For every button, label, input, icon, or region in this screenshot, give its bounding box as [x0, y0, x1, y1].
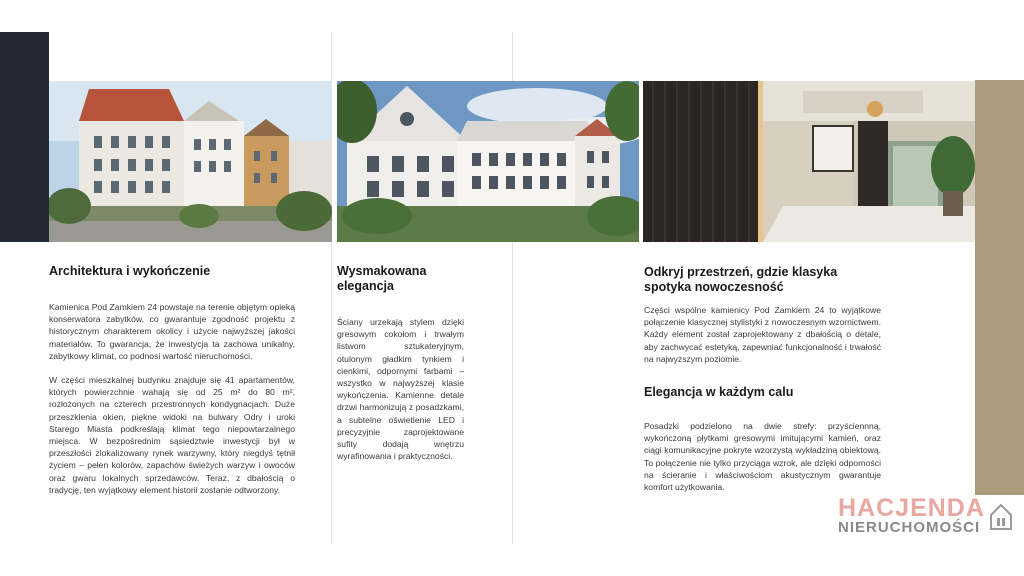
company-logo — [838, 494, 1018, 544]
section-title: Elegancja w każdym calu — [644, 385, 794, 400]
interior-lobby-photo — [643, 81, 975, 242]
paragraph: Posadzki podzielono na dwie strefy: przyściennną, wykończoną płytkami gresowymi imitującymi kamień, oraz ciągi komunikacyjne pokryte wzorzystą wykładziną obiektową. To połączenie nie tylko przyciąga wzrok, ale dzięki odporności na ścieranie i właściwościom akustycznym gwarantuje komfort użytkowania. — [644, 421, 881, 493]
section-title: Architektura i wykończenie — [49, 264, 211, 278]
column-elegance — [337, 264, 464, 462]
dark-accent-bar — [0, 32, 49, 242]
paragraph: Kamienica Pod Zamkiem 24 powstaje na terenie objętym opieką konserwatora zabytków, co gwarantuje zgodność projektu z historycznym charakterem okolicy i użycie najwyższej jakości materiałów. To gwarancja, że inwestycja ta zachowa unikalny, zabytkowy klimat, co podnosi wartość nieruchomości. — [49, 302, 295, 361]
section-title: Wysmakowana elegancja — [337, 264, 427, 293]
paragraph: Ściany urzekają stylem dzięki gresowym cokołom i trwałym listwom sztukateryjnym, otulonym gładkim tynkiem i cienkimi, odpornymi farbami – wszystko w najwyższej klasie wykończenia. Kamienne detale drzwi harmonizują z posadzkami, a subtelne oświetlenie LED i precyzyjnie zaprojektowane sufity dodają wnętrzu wyrafinowania i praktyczności. — [337, 317, 464, 462]
paragraph: W części mieszkalnej budynku znajduje się 41 apartamentów, których powierzchnie wahają się od 25 m² do 80 m², rozłożonych na czterech przestronnych kondygnacjach. Duże przeszklenia okien, piękne widoki na bulwary Odry i uroki Starego Miasta podkreślają klimat tego niepowtarzalnego miejsca. W bezpośrednim sąsiedztwie inwestycji był w przeszłości zlokalizowany rynek warzywny, który niegdyś tętnił życiem – pełen kolorów, zapachów świeżych warzyw i owoców oraz gwaru lokalnych sprzedawców. Teraz, z dbałością o tradycję, ten wyjątkowy element historii zostanie odtworzony. — [49, 375, 295, 495]
olive-accent-bar — [975, 80, 1024, 495]
column-architecture — [49, 264, 295, 496]
column-common-areas — [644, 265, 881, 493]
logo-wordmark: HACJENDA — [838, 494, 985, 522]
paragraph: Części wspólne kamienicy Pod Zamkiem 24 to wyjątkowe połączenie klasycznej stylistyki z nowoczesnym wzornictwem. Każdy element został zaprojektowany z dbałością o detale, aby zachwycać estetyką, zapewniać funkcjonalność i trwałość na najwyższym poziomie. — [644, 305, 881, 364]
section-title: Odkryj przestrzeń, gdzie klasyka spotyka nowoczesność — [644, 265, 838, 294]
house-icon — [988, 502, 1014, 532]
logo-subtitle: NIERUCHOMOŚCI — [838, 519, 981, 536]
building-street-photo — [49, 81, 332, 242]
building-facade-photo — [337, 81, 639, 242]
